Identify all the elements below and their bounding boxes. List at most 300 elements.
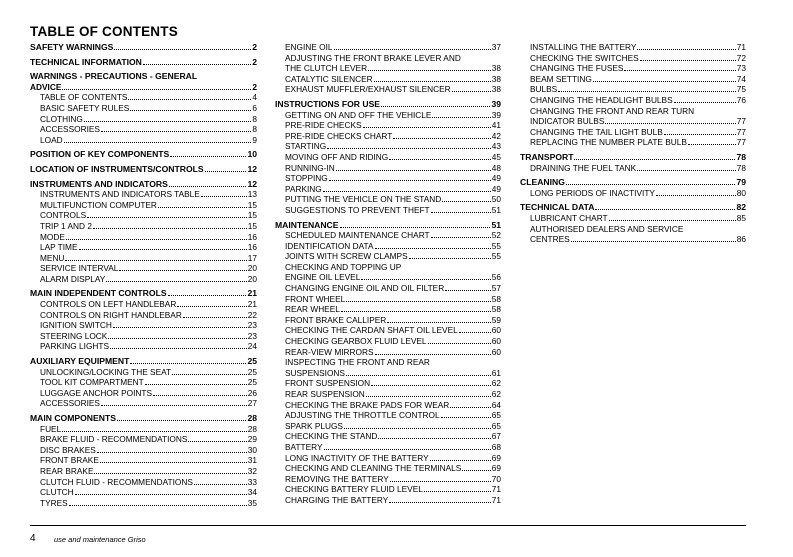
- toc-entry-label: BULBS: [530, 84, 558, 95]
- toc-page-number: 27: [247, 398, 257, 409]
- toc-leader-dots: [324, 449, 491, 450]
- toc-page-number: 24: [247, 341, 257, 352]
- toc-page-number: 33: [247, 476, 257, 487]
- toc-leader-dots: [201, 196, 247, 197]
- toc-leader-dots: [340, 227, 491, 228]
- toc-page-number: 74: [736, 73, 746, 84]
- toc-leader-dots: [334, 49, 491, 50]
- toc-page-number: 50: [491, 194, 501, 205]
- toc-leader-dots: [389, 502, 491, 503]
- toc-leader-dots: [640, 60, 736, 61]
- toc-leader-dots: [656, 195, 736, 196]
- toc-entry-label: SERVICE INTERVAL: [40, 263, 119, 274]
- toc-entry-label: DRAINING THE FUEL TANK: [530, 162, 637, 173]
- toc-entry-label: MAIN INDEPENDENT CONTROLS: [30, 288, 167, 299]
- toc-leader-dots: [119, 270, 246, 271]
- toc-entry-label: FRONT BRAKE: [40, 455, 99, 466]
- toc-leader-dots: [130, 363, 246, 364]
- toc-entry-label: CLEANING: [520, 177, 565, 188]
- toc-entry: [520, 53, 746, 64]
- toc-entry-label: CLUTCH FLUID - RECOMMENDATIONS: [40, 476, 193, 487]
- toc-page-number: 29: [247, 434, 257, 445]
- toc-leader-dots: [442, 201, 490, 202]
- toc-entry: [520, 74, 746, 85]
- toc-entry: [520, 163, 746, 174]
- toc-entry-label: REMOVING THE BATTERY: [285, 473, 389, 484]
- toc-leader-dots: [637, 170, 736, 171]
- toc-page-number: 15: [247, 210, 257, 221]
- toc-entry-label: CHANGING ENGINE OIL AND OIL FILTER: [285, 283, 445, 294]
- toc-entry-label: MAIN COMPONENTS: [30, 413, 116, 423]
- toc-page-number: 77: [736, 116, 746, 127]
- toc-leader-dots: [158, 207, 247, 208]
- toc-page-number: 56: [491, 272, 501, 283]
- toc-leader-dots: [108, 338, 246, 339]
- toc-page-number: 76: [736, 94, 746, 105]
- toc-entry-label: ALARM DISPLAY: [40, 273, 106, 284]
- toc-page-number: 12: [247, 178, 257, 189]
- toc-section-heading: [520, 152, 746, 163]
- toc-entry-label: PARKING: [285, 183, 322, 194]
- toc-leader-dots: [378, 438, 490, 439]
- toc-entry: [275, 484, 501, 495]
- toc-leader-dots: [605, 123, 735, 124]
- toc-entry-label: POSITION OF KEY COMPONENTS: [30, 149, 170, 160]
- toc-page-number: 51: [491, 219, 501, 230]
- toc-page-number: 75: [736, 84, 746, 95]
- toc-page-number: 13: [247, 189, 257, 200]
- toc-entry-label: JOINTS WITH SCREW CLAMPS: [285, 251, 408, 262]
- toc-entry: [275, 163, 501, 174]
- toc-entry-label: INSPECTING THE FRONT AND REAR: [285, 357, 430, 368]
- toc-entry: [275, 205, 501, 216]
- toc-leader-dots: [346, 375, 491, 376]
- toc-leader-dots: [459, 332, 491, 333]
- toc-page-number: 55: [491, 240, 501, 251]
- toc-entry-label: CHECKING GEARBOX FLUID LEVEL: [285, 336, 427, 347]
- toc-page-number: 59: [491, 314, 501, 325]
- toc-entry: [30, 274, 257, 285]
- toc-entry-label-continued: THE CLUTCH LEVER: [285, 63, 368, 74]
- toc-entry: [275, 194, 501, 205]
- toc-entry: [275, 84, 501, 95]
- toc-page-number: 55: [491, 251, 501, 262]
- toc-section-heading: [275, 99, 501, 110]
- page-title: TABLE OF CONTENTS: [30, 24, 178, 39]
- toc-entry: [275, 442, 501, 453]
- toc-leader-dots: [431, 212, 491, 213]
- toc-entry-label: MAINTENANCE: [275, 219, 339, 230]
- toc-leader-dots: [624, 70, 735, 71]
- toc-entry-label-continued: ENGINE OIL LEVEL: [285, 272, 361, 283]
- toc-page-number: 35: [247, 497, 257, 508]
- toc-leader-dots: [571, 241, 736, 242]
- toc-page-number: 23: [247, 320, 257, 331]
- toc-entry-label: MOVING OFF AND RIDING: [285, 151, 389, 162]
- toc-section-heading: [520, 202, 746, 213]
- toc-entry: [275, 283, 501, 294]
- toc-entry-label: PARKING LIGHTS: [40, 341, 110, 352]
- toc-leader-dots: [65, 260, 246, 261]
- toc-entry: [275, 173, 501, 184]
- toc-entry-label: FRONT SUSPENSION: [285, 378, 371, 389]
- toc-page-number: 60: [491, 346, 501, 357]
- toc-page-number: 41: [491, 120, 501, 131]
- toc-page-number: 42: [491, 130, 501, 141]
- toc-page-number: 48: [491, 162, 501, 173]
- toc-entry: [30, 487, 257, 498]
- toc-page-number: 78: [736, 162, 746, 173]
- toc-section-heading: [30, 57, 257, 68]
- toc-page-number: 17: [247, 252, 257, 263]
- toc-entry: [275, 42, 501, 53]
- toc-entry: [275, 184, 501, 195]
- toc-page-number: 80: [736, 187, 746, 198]
- toc-entry-label: EXHAUST MUFFLER/EXHAUST SILENCER: [285, 84, 451, 95]
- toc-leader-dots: [346, 301, 491, 302]
- toc-leader-dots: [75, 494, 247, 495]
- toc-page-number: 52: [491, 230, 501, 241]
- toc-page-number: 8: [252, 113, 257, 124]
- toc-entry-label: STEERING LOCK: [40, 330, 108, 341]
- footer-text: use and maintenance Griso: [54, 535, 146, 544]
- toc-page-number: 23: [247, 330, 257, 341]
- toc-leader-dots: [145, 384, 247, 385]
- toc-leader-dots: [361, 279, 490, 280]
- toc-page-number: 8: [252, 124, 257, 135]
- toc-leader-dots: [183, 317, 247, 318]
- toc-leader-dots: [688, 144, 736, 145]
- toc-entry-label: REAR WHEEL: [285, 304, 340, 315]
- toc-entry-label: LONG INACTIVITY OF THE BATTERY: [285, 452, 429, 463]
- toc-page-number: 73: [736, 63, 746, 74]
- toc-leader-dots: [558, 91, 736, 92]
- toc-entry-label: CHANGING THE FUSES: [530, 63, 624, 74]
- toc-entry-label: CHARGING THE BATTERY: [285, 494, 389, 505]
- toc-entry-label: CHECKING AND TOPPING UP: [285, 261, 402, 272]
- toc-leader-dots: [323, 191, 491, 192]
- footer-divider: [30, 525, 746, 526]
- toc-leader-dots: [113, 327, 247, 328]
- toc-entry: [275, 495, 501, 506]
- toc-entry: [275, 74, 501, 85]
- toc-entry-label: MULTIFUNCTION COMPUTER: [40, 199, 157, 210]
- toc-entry-label: BEAM SETTING: [530, 73, 592, 84]
- toc-entry: [520, 213, 746, 224]
- toc-entry-label: CONTROLS ON RIGHT HANDLEBAR: [40, 309, 182, 320]
- toc-entry-label: MENU: [40, 252, 65, 263]
- toc-page-number: 77: [736, 126, 746, 137]
- toc-entry: [30, 124, 257, 135]
- toc-entry-label: TYRES: [40, 497, 68, 508]
- toc-page-number: 60: [491, 336, 501, 347]
- toc-page-number: 58: [491, 304, 501, 315]
- toc-entry: [30, 114, 257, 125]
- toc-entry-label: SAFETY WARNINGS: [30, 42, 114, 52]
- toc-entry-label: GETTING ON AND OFF THE VEHICLE: [285, 109, 432, 120]
- toc-entry: [275, 421, 501, 432]
- toc-page-number: 43: [491, 141, 501, 152]
- toc-entry: [30, 388, 257, 399]
- toc-leader-dots: [462, 470, 490, 471]
- toc-page-number: 61: [491, 367, 501, 378]
- toc-entry-label: CLOTHING: [40, 113, 83, 124]
- toc-entry: [30, 424, 257, 435]
- toc-entry: [275, 262, 501, 283]
- toc-entry-label: TECHNICAL DATA: [520, 202, 595, 213]
- toc-leader-dots: [374, 81, 491, 82]
- toc-entry-label: IGNITION SWITCH: [40, 320, 112, 331]
- toc-entry-label: UNLOCKING/LOCKING THE SEAT: [40, 366, 172, 377]
- toc-leader-dots: [329, 180, 491, 181]
- toc-leader-dots: [593, 81, 736, 82]
- toc-entry-label: ADJUSTING THE THROTTLE CONTROL: [285, 410, 440, 421]
- toc-page-number: 85: [736, 212, 746, 223]
- toc-leader-dots: [194, 484, 247, 485]
- toc-leader-dots: [69, 505, 247, 506]
- toc-page-number: 20: [247, 263, 257, 274]
- toc-entry-label-continued: ADVICE: [30, 81, 62, 92]
- toc-entry: [520, 63, 746, 74]
- toc-entry: [275, 120, 501, 131]
- toc-entry: [275, 347, 501, 358]
- toc-leader-dots: [94, 473, 246, 474]
- toc-section-heading: [520, 177, 746, 188]
- toc-leader-dots: [130, 110, 251, 111]
- toc-entry: [275, 251, 501, 262]
- toc-page-number: 9: [252, 134, 257, 145]
- toc-leader-dots: [375, 354, 491, 355]
- toc-entry-label: WARNINGS - PRECAUTIONS - GENERAL: [30, 71, 198, 82]
- toc-entry: [275, 53, 501, 74]
- toc-entry-label: LUBRICANT CHART: [530, 212, 608, 223]
- toc-entry-label: MODE: [40, 231, 65, 242]
- toc-leader-dots: [79, 249, 247, 250]
- toc-entry: [30, 200, 257, 211]
- toc-page-number: 62: [491, 378, 501, 389]
- toc-entry-label: CHECKING THE SWITCHES: [530, 52, 639, 63]
- toc-entry: [275, 304, 501, 315]
- toc-entry-label: ACCESSORIES: [40, 124, 100, 135]
- toc-page-number: 65: [491, 410, 501, 421]
- toc-leader-dots: [205, 171, 247, 172]
- toc-entry: [275, 336, 501, 347]
- toc-leader-dots: [101, 131, 251, 132]
- toc-entry-label: CHANGING THE HEADLIGHT BULBS: [530, 94, 673, 105]
- toc-leader-dots: [62, 89, 251, 90]
- toc-page-number: 15: [247, 199, 257, 210]
- toc-leader-dots: [595, 209, 735, 210]
- toc-page-number: 70: [491, 473, 501, 484]
- toc-section-heading: [30, 42, 257, 53]
- toc-leader-dots: [101, 405, 247, 406]
- toc-entry-label: INSTRUMENTS AND INDICATORS TABLE: [40, 189, 200, 200]
- toc-leader-dots: [363, 127, 491, 128]
- toc-page-number: 49: [491, 183, 501, 194]
- toc-entry-label: INSTALLING THE BATTERY: [530, 42, 637, 52]
- toc-column-2: [275, 42, 501, 506]
- toc-entry-label: DISC BRAKES: [40, 444, 96, 455]
- toc-entry: [275, 110, 501, 121]
- toc-entry: [275, 378, 501, 389]
- toc-entry-label: REPLACING THE NUMBER PLATE BULB: [530, 137, 687, 148]
- toc-entry-label: CHECKING AND CLEANING THE TERMINALS: [285, 463, 462, 474]
- toc-entry-label: LUGGAGE ANCHOR POINTS: [40, 387, 153, 398]
- toc-page-number: 28: [247, 423, 257, 434]
- toc-page-number: 37: [491, 42, 501, 52]
- toc-entry-label: BASIC SAFETY RULES: [40, 102, 130, 113]
- toc-entry: [520, 42, 746, 53]
- toc-page-number: 60: [491, 325, 501, 336]
- toc-entry: [30, 242, 257, 253]
- toc-entry-label: TRANSPORT: [520, 151, 574, 162]
- toc-page-number: 10: [247, 149, 257, 160]
- toc-leader-dots: [428, 343, 491, 344]
- toc-page-number: 31: [247, 455, 257, 466]
- toc-leader-dots: [128, 99, 251, 100]
- toc-page-number: 2: [252, 42, 257, 52]
- toc-page-number: 28: [247, 413, 257, 423]
- toc-page-number: 25: [247, 356, 257, 367]
- toc-leader-dots: [170, 156, 246, 157]
- toc-leader-dots: [100, 462, 247, 463]
- toc-entry: [30, 103, 257, 114]
- toc-page-number: 78: [736, 151, 746, 162]
- toc-page-number: 68: [491, 441, 501, 452]
- toc-leader-dots: [674, 102, 736, 103]
- toc-entry-label: AUXILIARY EQUIPMENT: [30, 356, 130, 367]
- toc-page-number: 71: [491, 494, 501, 505]
- toc-page-number: 64: [491, 399, 501, 410]
- toc-leader-dots: [344, 428, 491, 429]
- toc-page-number: 22: [247, 309, 257, 320]
- toc-leader-dots: [431, 237, 491, 238]
- toc-entry: [30, 253, 257, 264]
- toc-leader-dots: [64, 142, 252, 143]
- toc-entry: [30, 398, 257, 409]
- toc-entry-label: IDENTIFICATION DATA: [285, 240, 374, 251]
- toc-entry: [30, 455, 257, 466]
- toc-entry: [275, 141, 501, 152]
- toc-entry-label: CHECKING BATTERY FLUID LEVEL: [285, 484, 423, 495]
- toc-entry-label: LOCATION OF INSTRUMENTS/CONTROLS: [30, 163, 204, 174]
- toc-entry: [30, 445, 257, 456]
- toc-page-number: 45: [491, 151, 501, 162]
- toc-leader-dots: [87, 217, 247, 218]
- toc-leader-dots: [441, 417, 491, 418]
- toc-leader-dots: [452, 91, 491, 92]
- toc-page-number: 20: [247, 273, 257, 284]
- toc-page-number: 21: [247, 288, 257, 299]
- toc-leader-dots: [177, 306, 246, 307]
- toc-page-number: 16: [247, 231, 257, 242]
- toc-entry: [275, 230, 501, 241]
- toc-section-heading: [30, 288, 257, 299]
- toc-entry: [30, 377, 257, 388]
- toc-entry: [275, 357, 501, 378]
- toc-page-number: 38: [491, 84, 501, 95]
- toc-entry: [30, 210, 257, 221]
- toc-entry-label: CHECKING THE CARDAN SHAFT OIL LEVEL: [285, 325, 458, 336]
- toc-page-number: 12: [247, 163, 257, 174]
- toc-leader-dots: [114, 49, 251, 50]
- toc-leader-dots: [143, 64, 251, 65]
- toc-entry: [30, 232, 257, 243]
- toc-entry-label-continued: SUSPENSIONS: [285, 367, 345, 378]
- toc-entry-label: CONTROLS ON LEFT HANDLEBAR: [40, 299, 177, 310]
- toc-entry-label: TECHNICAL INFORMATION: [30, 56, 142, 67]
- toc-entry-label: INSTRUMENTS AND INDICATORS: [30, 178, 168, 189]
- toc-leader-dots: [341, 311, 491, 312]
- toc-leader-dots: [390, 481, 491, 482]
- toc-page-number: 79: [736, 177, 746, 188]
- toc-page-number: 38: [491, 73, 501, 84]
- toc-section-heading: [30, 356, 257, 367]
- toc-entry-label: TRIP 1 AND 2: [40, 220, 92, 231]
- toc-entry: [520, 188, 746, 199]
- toc-entry-label: BATTERY: [285, 441, 323, 452]
- toc-entry: [275, 474, 501, 485]
- toc-entry-label: FRONT WHEEL: [285, 293, 346, 304]
- toc-section-heading: [30, 71, 257, 92]
- toc-leader-dots: [66, 239, 247, 240]
- toc-leader-dots: [106, 281, 246, 282]
- toc-leader-dots: [172, 374, 247, 375]
- toc-entry: [275, 315, 501, 326]
- toc-entry: [30, 466, 257, 477]
- toc-entry: [275, 389, 501, 400]
- toc-entry-label: SUGGESTIONS TO PREVENT THEFT: [285, 204, 430, 215]
- toc-entry: [30, 92, 257, 103]
- toc-leader-dots: [432, 117, 490, 118]
- toc-page-number: 57: [491, 283, 501, 294]
- toc-leader-dots: [424, 491, 491, 492]
- toc-page-number: 15: [247, 220, 257, 231]
- toc-entry: [30, 320, 257, 331]
- toc-page-number: 6: [252, 102, 257, 113]
- toc-entry-label: CHANGING THE FRONT AND REAR TURN: [530, 105, 695, 116]
- toc-entry: [30, 263, 257, 274]
- toc-page-number: 38: [491, 63, 501, 74]
- toc-leader-dots: [387, 322, 490, 323]
- toc-entry: [30, 434, 257, 445]
- toc-entry: [275, 463, 501, 474]
- toc-leader-dots: [366, 396, 491, 397]
- toc-entry-label: LOAD: [40, 134, 63, 145]
- toc-entry: [520, 106, 746, 127]
- toc-entry-label: CHECKING THE STAND: [285, 431, 378, 442]
- toc-page-number: 65: [491, 420, 501, 431]
- toc-leader-dots: [93, 228, 247, 229]
- toc-page-number: 72: [736, 52, 746, 63]
- toc-entry-label: CLUTCH: [40, 487, 74, 498]
- toc-entry-label: ACCESSORIES: [40, 398, 100, 409]
- toc-entry-label: PRE-RIDE CHECKS: [285, 120, 362, 131]
- toc-entry-label: STOPPING: [285, 173, 328, 184]
- toc-leader-dots: [84, 121, 252, 122]
- toc-leader-dots: [336, 170, 491, 171]
- toc-entry-label: SPARK PLUGS: [285, 420, 343, 431]
- toc-leader-dots: [389, 159, 491, 160]
- toc-entry-label: FRONT BRAKE CALLIPER: [285, 314, 387, 325]
- toc-entry: [30, 135, 257, 146]
- toc-leader-dots: [381, 106, 490, 107]
- toc-section-heading: [30, 179, 257, 190]
- toc-page-number: 39: [491, 98, 501, 109]
- toc-leader-dots: [409, 258, 491, 259]
- toc-leader-dots: [566, 184, 736, 185]
- toc-entry-label: INSTRUCTIONS FOR USE: [275, 98, 381, 109]
